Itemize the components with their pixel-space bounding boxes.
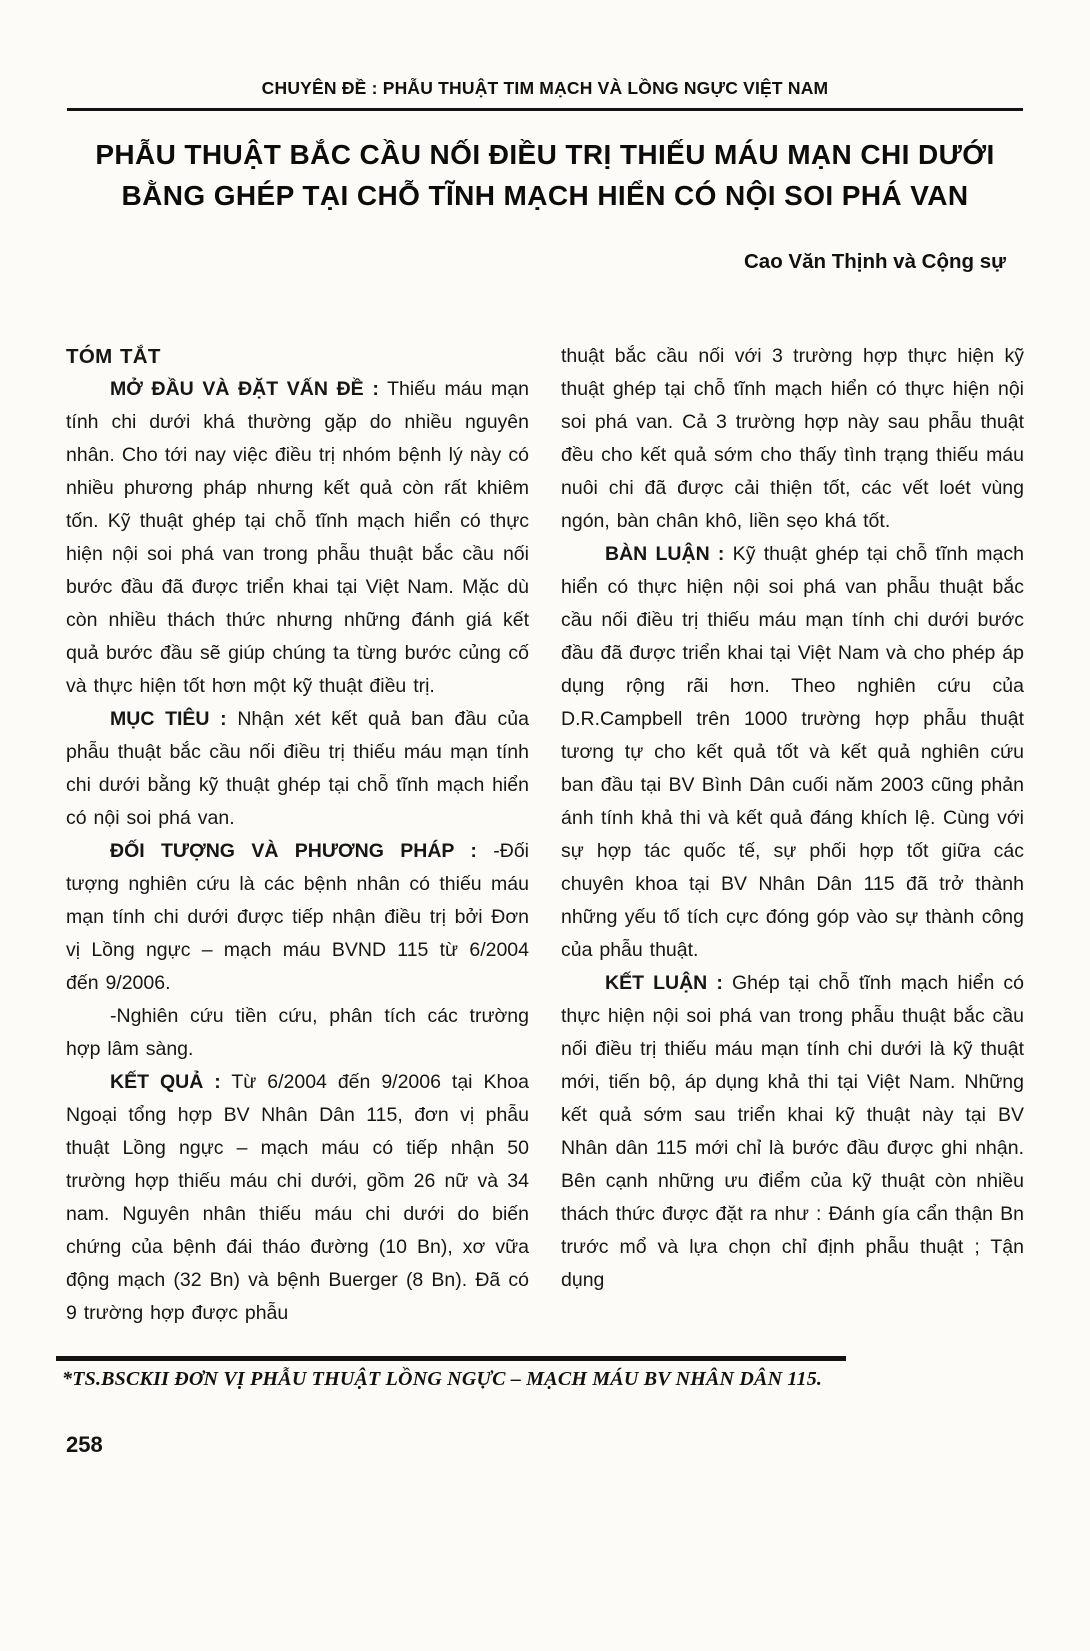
paragraph-discussion (561, 538, 1024, 967)
paragraph-lead: BÀN LUẬN : (605, 543, 725, 566)
paragraph-lead: MỤC TIÊU : (110, 708, 227, 731)
page-number: 258 (66, 1432, 103, 1457)
paragraph-text: -Nghiên cứu tiền cứu, phân tích các trường hợp lâm sàng. (66, 1005, 529, 1061)
article-title (66, 135, 1024, 216)
paragraph-text: Ghép tại chỗ tĩnh mạch hiển có thực hiện nội soi phá van trong phẫu thuật bắc cầu nối điều trị thiếu máu mạn tính chi dưới là kỹ thuật mới, tiến bộ, áp dụng khả thi tại Việt Nam. Những kết quả sớm sau triển khai kỹ thuật này tại BV Nhân dân 115 mới chỉ là bước đầu được ghi nhận. Bên cạnh những ưu điểm của kỹ thuật còn nhiều thách thức được đặt ra như : Đánh gía cẩn thận Bn trước mổ và lựa chọn chỉ định phẫu thuật ; Tận dụng (561, 972, 1024, 1292)
article-body (66, 340, 1024, 1330)
journal-header-title: CHUYÊN ĐỀ : PHẪU THUẬT TIM MẠCH VÀ LỒNG NGỰC VIỆT NAM (261, 78, 829, 98)
paragraph-study-design (66, 1000, 529, 1066)
author-byline: Cao Văn Thịnh và Cộng sự (743, 250, 1006, 274)
paragraph-intro (66, 373, 529, 703)
footnote-divider (56, 1356, 846, 1361)
article-title-line2: BẰNG GHÉP TẠI CHỖ TĨNH MẠCH HIỂN CÓ NỘI SOI PHÁ VAN (121, 179, 969, 211)
left-column (66, 340, 529, 1330)
paragraph-text: Nhận xét kết quả ban đầu của phẫu thuật bắc cầu nối điều trị thiếu máu mạn tính chi dưới bằng kỹ thuật ghép tại chỗ tĩnh mạch hiển có nội soi phá van. (66, 708, 529, 830)
paragraph-results-continued (561, 340, 1024, 538)
abstract-heading: TÓM TẮT (66, 345, 161, 369)
paragraph-text: Thiếu máu mạn tính chi dưới khá thường gặp do nhiều nguyên nhân. Cho tới nay việc điều trị nhóm bệnh lý này có nhiều phương pháp nhưng kết quả còn rất khiêm tốn. Kỹ thuật ghép tại chỗ tĩnh mạch hiển có thực hiện nội soi phá van trong phẫu thuật bắc cầu nối bước đầu đã được triển khai tại Việt Nam. Mặc dù còn nhiều thách thức nhưng những đánh giá kết quả bước đầu sẽ giúp chúng ta từng bước củng cố và thực hiện tốt hơn một kỹ thuật điều trị. (66, 378, 529, 698)
paragraph-text: Kỹ thuật ghép tại chỗ tĩnh mạch hiển có thực hiện nội soi phá van phẫu thuật bắc cầu nối điều trị thiếu máu mạn tính chi dưới bước đầu đã được triển khai tại Việt Nam và cho phép áp dụng rộng rãi hơn. Theo nghiên cứu của D.R.Campbell trên 1000 trường hợp phẫu thuật tương tự cho kết quả tốt và kết quả nghiên cứu ban đầu tại BV Bình Dân cuối năm 2003 cũng phản ánh tính khả thi và kết quả đáng khích lệ. Cùng với sự hợp tác quốc tế, sự phối hợp tốt giữa các chuyên khoa tại BV Nhân Dân 115 đã trở thành những yếu tố tích cực đóng góp vào sự thành công của phẫu thuật. (561, 543, 1024, 962)
paragraph-objective (66, 703, 529, 835)
right-column (561, 340, 1024, 1330)
paragraph-lead: MỞ ĐẦU VÀ ĐẶT VẤN ĐỀ : (110, 378, 379, 401)
paragraph-results (66, 1066, 529, 1330)
paragraph-methods (66, 835, 529, 1000)
paragraph-lead: ĐỐI TƯỢNG VÀ PHƯƠNG PHÁP : (110, 840, 477, 863)
paragraph-text: thuật bắc cầu nối với 3 trường hợp thực hiện kỹ thuật ghép tại chỗ tĩnh mạch hiển có thực hiện nội soi phá van. Cả 3 trường hợp này sau phẫu thuật đều cho kết quả sớm cho thấy tình trạng thiếu máu nuôi chi đã được cải thiện tốt, các vết loét vùng ngón, bàn chân khô, liền sẹo khá tốt. (561, 345, 1024, 533)
paragraph-conclusion (561, 967, 1024, 1297)
paragraph-lead: KẾT LUẬN : (605, 972, 723, 995)
paragraph-lead: KẾT QUẢ : (110, 1071, 221, 1094)
paragraph-text: -Đối tượng nghiên cứu là các bệnh nhân có thiếu máu mạn tính chi dưới được tiếp nhận điều trị bởi Đơn vị Lồng ngực – mạch máu BVND 115 từ 6/2004 đến 9/2006. (66, 840, 529, 995)
journal-header (67, 78, 1023, 111)
footnote-affiliation: *TS.BSCKII ĐƠN VỊ PHẪU THUẬT LỒNG NGỰC – MẠCH MÁU BV NHÂN DÂN 115. (62, 1368, 823, 1390)
paragraph-text: Từ 6/2004 đến 9/2006 tại Khoa Ngoại tổng hợp BV Nhân Dân 115, đơn vị phẫu thuật Lồng ngực – mạch máu có tiếp nhận 50 trường hợp thiếu máu chi dưới, gồm 26 nữ và 34 nam. Nguyên nhân thiếu máu chi dưới do biến chứng của bệnh đái tháo đường (10 Bn), xơ vữa động mạch (32 Bn) và bệnh Buerger (8 Bn). Đã có 9 trường hợp được phẫu (66, 1071, 529, 1325)
article-title-line1: PHẪU THUẬT BẮC CẦU NỐI ĐIỀU TRỊ THIẾU MÁU MẠN CHI DƯỚI (95, 139, 995, 170)
